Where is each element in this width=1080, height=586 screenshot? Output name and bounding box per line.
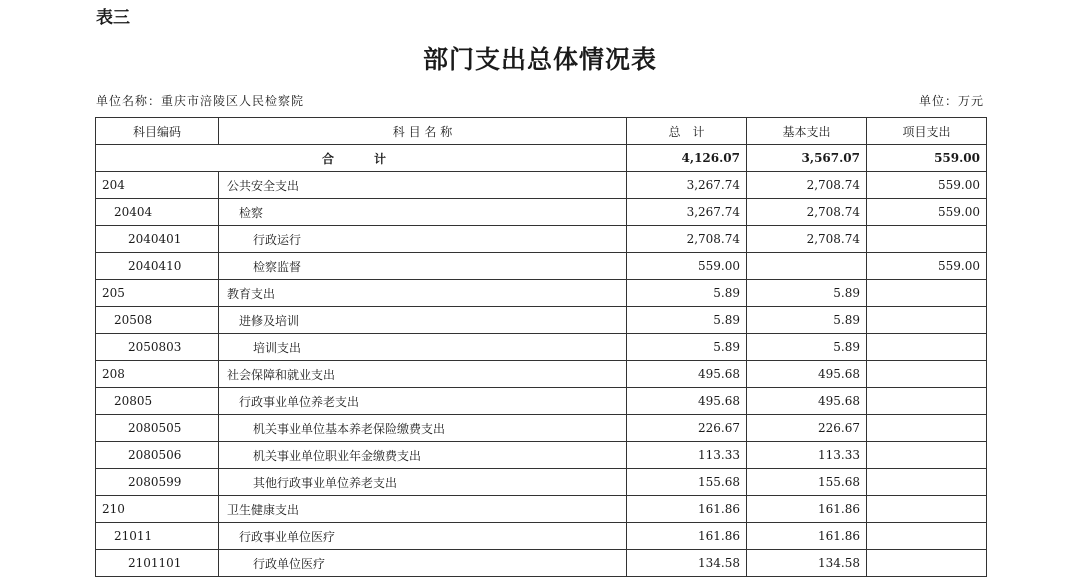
- row-basic: 155.68: [747, 469, 867, 496]
- row-code: 2080505: [96, 415, 219, 442]
- unit-name: 单位名称：重庆市涪陵区人民检察院: [96, 94, 305, 108]
- row-basic: 226.67: [747, 415, 867, 442]
- table-label: 表三: [96, 8, 130, 28]
- row-name: 其他行政事业单位养老支出: [219, 469, 627, 496]
- row-name: 社会保障和就业支出: [219, 361, 627, 388]
- row-code: 20404: [96, 199, 219, 226]
- row-project: [867, 523, 987, 550]
- header-code: 科目编码: [96, 118, 219, 145]
- row-basic: 2,708.74: [747, 226, 867, 253]
- row-code: 210: [96, 496, 219, 523]
- row-total: 161.86: [627, 523, 747, 550]
- row-project: [867, 307, 987, 334]
- row-name: 行政事业单位养老支出: [219, 388, 627, 415]
- row-code: 208: [96, 361, 219, 388]
- row-project: [867, 469, 987, 496]
- row-project: [867, 226, 987, 253]
- row-basic: 5.89: [747, 334, 867, 361]
- header-project: 项目支出: [867, 118, 987, 145]
- header-row: [96, 118, 987, 145]
- table-row: [96, 469, 987, 496]
- row-total: 5.89: [627, 334, 747, 361]
- row-code: 20805: [96, 388, 219, 415]
- row-name: 培训支出: [219, 334, 627, 361]
- row-total: 559.00: [627, 253, 747, 280]
- table-row: [96, 253, 987, 280]
- row-total: 2,708.74: [627, 226, 747, 253]
- row-total: 495.68: [627, 361, 747, 388]
- header-total: 总 计: [627, 118, 747, 145]
- row-total: 495.68: [627, 388, 747, 415]
- row-name: 教育支出: [219, 280, 627, 307]
- table-row: [96, 199, 987, 226]
- page-title: 部门支出总体情况表: [422, 45, 657, 74]
- table-row: [96, 388, 987, 415]
- row-name: 卫生健康支出: [219, 496, 627, 523]
- row-code: 2040410: [96, 253, 219, 280]
- row-code: 2101101: [96, 550, 219, 577]
- header-name: 科 目 名 称: [219, 118, 627, 145]
- table-row: [96, 442, 987, 469]
- total-project: 559.00: [867, 145, 987, 172]
- expenditure-table: [95, 117, 987, 577]
- row-name: 检察: [219, 199, 627, 226]
- row-code: 2080506: [96, 442, 219, 469]
- row-project: [867, 550, 987, 577]
- table-row: [96, 172, 987, 199]
- table-row: [96, 523, 987, 550]
- row-project: 559.00: [867, 172, 987, 199]
- row-total: 226.67: [627, 415, 747, 442]
- row-code: 20508: [96, 307, 219, 334]
- row-code: 21011: [96, 523, 219, 550]
- row-basic: 5.89: [747, 280, 867, 307]
- row-total: 161.86: [627, 496, 747, 523]
- row-project: [867, 334, 987, 361]
- row-total: 5.89: [627, 307, 747, 334]
- table-row: [96, 307, 987, 334]
- row-project: [867, 496, 987, 523]
- row-code: 204: [96, 172, 219, 199]
- total-label: 合 计: [96, 145, 627, 172]
- row-name: 行政单位医疗: [219, 550, 627, 577]
- row-basic: 113.33: [747, 442, 867, 469]
- row-name: 进修及培训: [219, 307, 627, 334]
- row-code: 2080599: [96, 469, 219, 496]
- row-basic: 161.86: [747, 523, 867, 550]
- row-project: [867, 388, 987, 415]
- row-basic: 495.68: [747, 361, 867, 388]
- row-name: 机关事业单位职业年金缴费支出: [219, 442, 627, 469]
- row-basic: 5.89: [747, 307, 867, 334]
- total-sum: 4,126.07: [627, 145, 747, 172]
- row-basic: 2,708.74: [747, 199, 867, 226]
- row-project: 559.00: [867, 253, 987, 280]
- row-total: 5.89: [627, 280, 747, 307]
- row-basic: 495.68: [747, 388, 867, 415]
- row-name: 检察监督: [219, 253, 627, 280]
- table-row: [96, 280, 987, 307]
- row-project: [867, 442, 987, 469]
- unit-currency: 单位：万元: [918, 94, 984, 108]
- row-name: 行政事业单位医疗: [219, 523, 627, 550]
- row-project: 559.00: [867, 199, 987, 226]
- row-code: 2050803: [96, 334, 219, 361]
- row-name: 行政运行: [219, 226, 627, 253]
- row-project: [867, 415, 987, 442]
- row-project: [867, 361, 987, 388]
- table-row: [96, 361, 987, 388]
- table-row: [96, 334, 987, 361]
- row-basic: 2,708.74: [747, 172, 867, 199]
- row-project: [867, 280, 987, 307]
- row-name: 公共安全支出: [219, 172, 627, 199]
- row-basic: 134.58: [747, 550, 867, 577]
- table-row: [96, 226, 987, 253]
- total-basic: 3,567.07: [747, 145, 867, 172]
- row-code: 205: [96, 280, 219, 307]
- table-row: [96, 415, 987, 442]
- row-code: 2040401: [96, 226, 219, 253]
- row-name: 机关事业单位基本养老保险缴费支出: [219, 415, 627, 442]
- header-basic: 基本支出: [747, 118, 867, 145]
- row-total: 155.68: [627, 469, 747, 496]
- row-total: 3,267.74: [627, 172, 747, 199]
- table-row: [96, 496, 987, 523]
- row-basic: [747, 253, 867, 280]
- row-total: 3,267.74: [627, 199, 747, 226]
- row-total: 113.33: [627, 442, 747, 469]
- row-basic: 161.86: [747, 496, 867, 523]
- row-total: 134.58: [627, 550, 747, 577]
- table-row: [96, 550, 987, 577]
- total-row: [96, 145, 987, 172]
